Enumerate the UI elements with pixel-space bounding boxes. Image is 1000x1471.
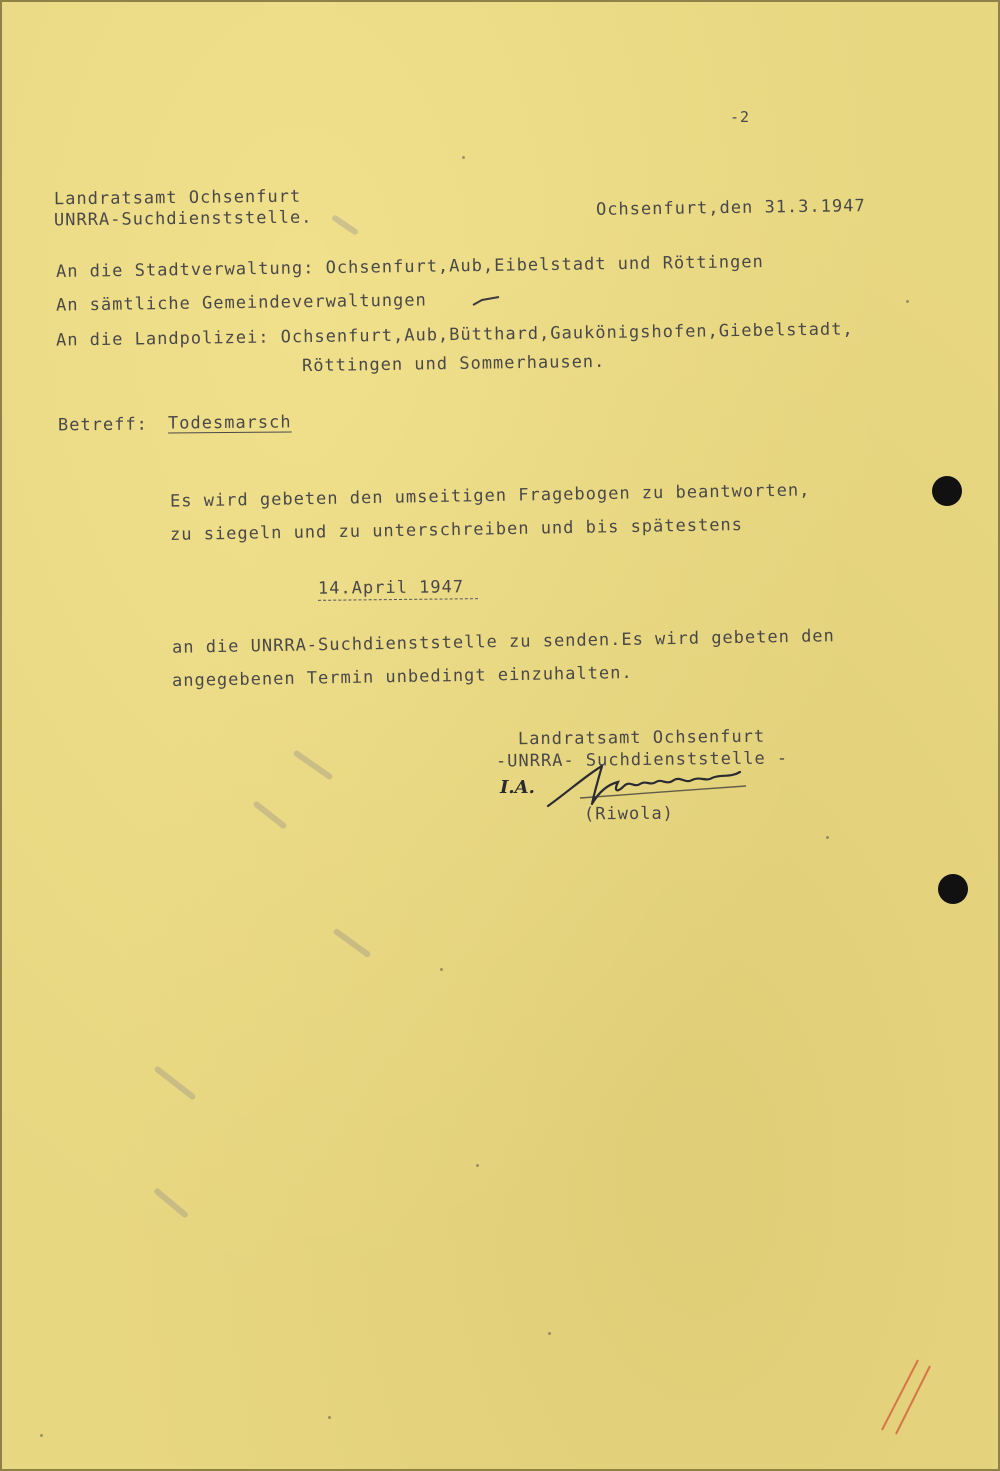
punch-hole-bottom [938, 874, 968, 904]
ink-smudge [292, 749, 333, 780]
page-number: -2 [730, 108, 751, 126]
ink-smudge [252, 800, 287, 829]
pen-stroke-mark [472, 296, 500, 306]
body-line-3: an die UNRRA-Suchdienststelle zu senden.Es wird gebeten den [171, 626, 835, 658]
signature-office: Landratsamt Ochsenfurt [517, 726, 766, 750]
place-and-date: Ochsenfurt,den 31.3.1947 [595, 196, 866, 220]
sender-office: Landratsamt Ochsenfurt [53, 186, 302, 210]
ink-smudge [153, 1065, 196, 1101]
recipient-city-administrations: An die Stadtverwaltung: Ochsenfurt,Aub,Eibelstadt und Röttingen [55, 252, 764, 282]
body-line-1: Es wird gebeten den umseitigen Fragebogen zu beantworten, [169, 480, 811, 512]
paper-speck [826, 836, 829, 839]
paper-speck [328, 1416, 331, 1419]
recipient-rural-police-line1: An die Landpolizei: Ochsenfurt,Aub,Bütthard,Gaukönigshofen,Giebelstadt, [55, 319, 854, 351]
paper-speck [40, 1434, 43, 1437]
paper-speck [906, 300, 909, 303]
body-line-4: angegebenen Termin unbedingt einzuhalten. [171, 662, 633, 692]
red-pencil-mark [872, 1356, 932, 1436]
ink-smudge [331, 214, 359, 236]
paper-speck [548, 1332, 551, 1335]
recipient-rural-police-line2: Röttingen und Sommerhausen. [301, 351, 606, 377]
signature-department: -UNRRA- Suchdienststelle - [495, 748, 789, 772]
subject-label: Betreff: [57, 414, 148, 436]
ink-smudge [332, 928, 371, 959]
paper-speck [462, 156, 465, 159]
paper-speck [476, 1164, 479, 1167]
sender-department: UNRRA-Suchdienststelle. [53, 207, 313, 231]
subject-value: Todesmarsch [167, 412, 292, 434]
deadline-date: 14.April 1947 [317, 577, 465, 599]
paper-speck [440, 968, 443, 971]
deadline-underline [318, 598, 478, 601]
recipient-community-administrations: An sämtliche Gemeindeverwaltungen [55, 290, 427, 316]
signatory-name: (Riwola) [583, 803, 674, 825]
body-line-2: zu siegeln und zu unterschreiben und bis spätestens [169, 515, 744, 545]
punch-hole-top [932, 476, 962, 506]
on-behalf-mark: I.A. [500, 777, 535, 798]
ink-smudge [153, 1187, 189, 1219]
